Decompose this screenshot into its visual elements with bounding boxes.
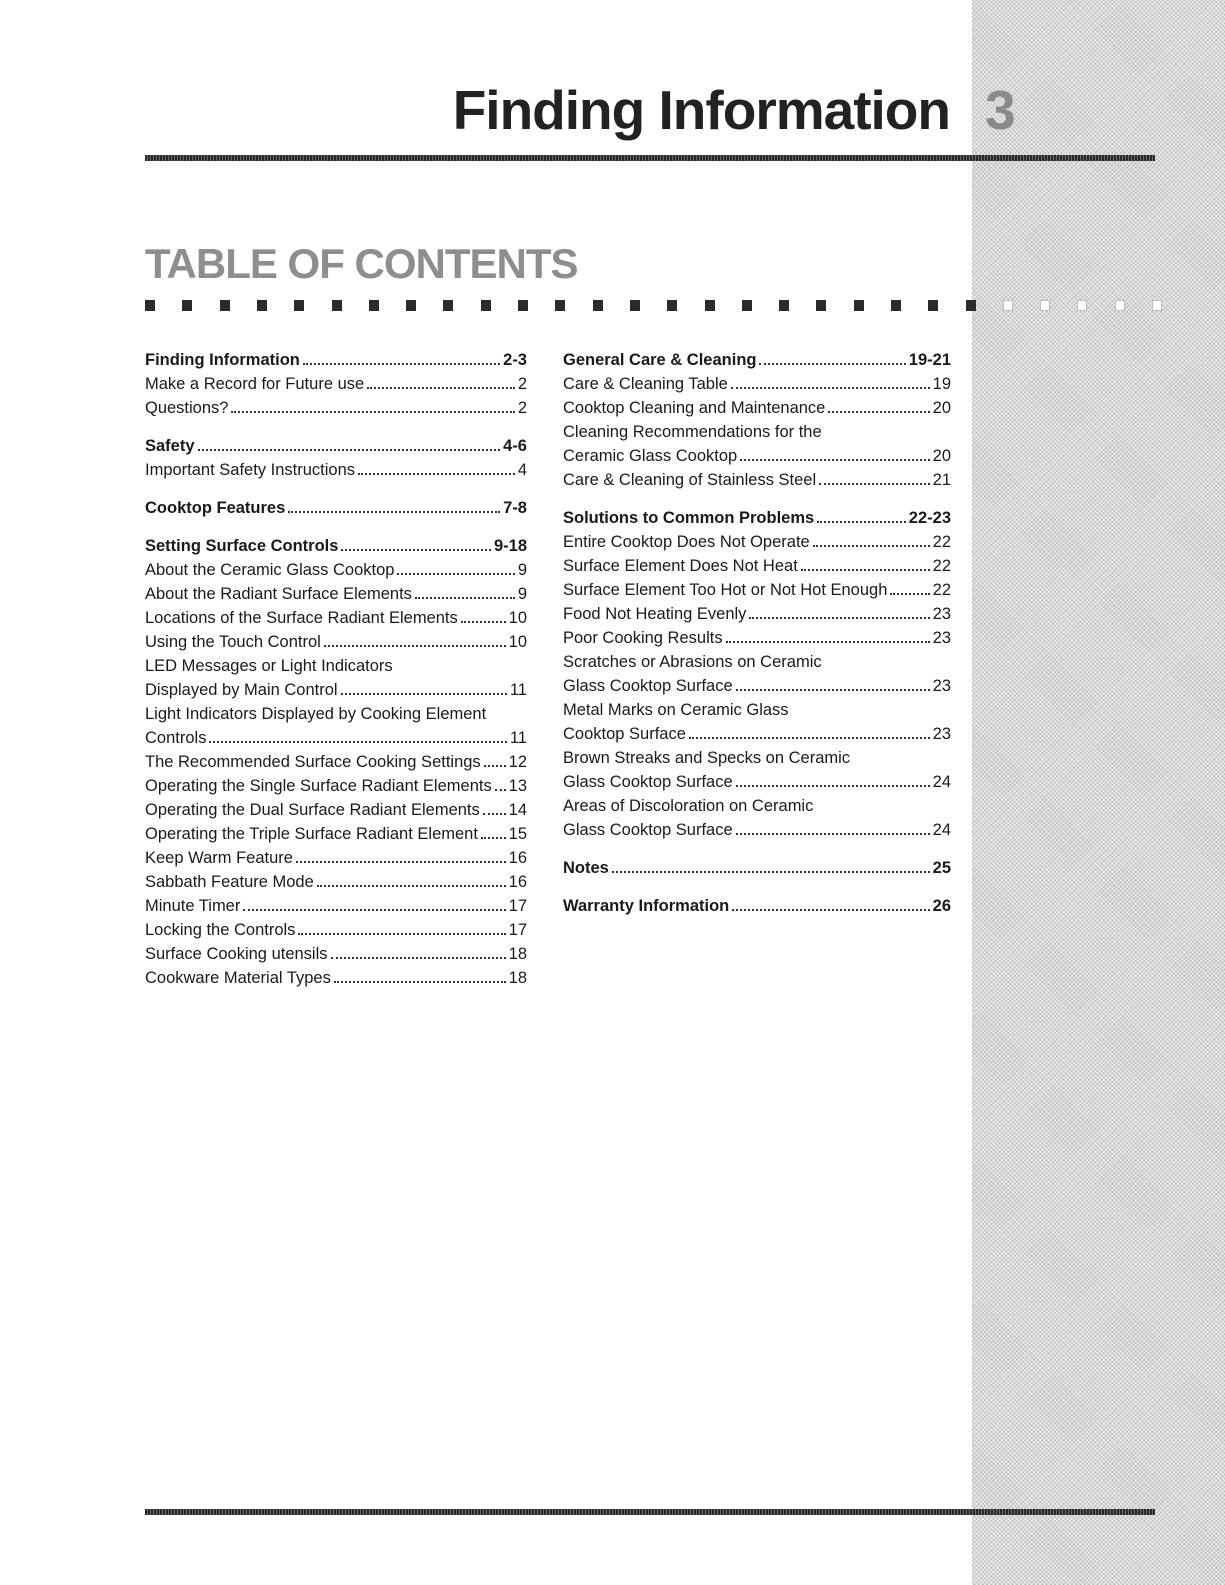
toc-entry[interactable] xyxy=(145,582,527,606)
decorative-square xyxy=(779,300,789,311)
toc-page-number: 22 xyxy=(932,581,951,599)
toc-entry-label: Warranty Information xyxy=(563,897,730,915)
toc-section-heading[interactable] xyxy=(563,506,951,530)
dot-leader xyxy=(341,693,507,695)
dot-leader xyxy=(736,689,930,691)
toc-page-number: 7-8 xyxy=(503,499,527,517)
toc-entry[interactable] xyxy=(145,678,527,702)
toc-section-heading[interactable] xyxy=(145,496,527,520)
toc-entry-label: Food Not Heating Evenly xyxy=(563,605,747,623)
toc-entry[interactable] xyxy=(145,846,527,870)
toc-entry-label: Glass Cooktop Surface xyxy=(563,677,733,695)
toc-entry-label: Cooktop Surface xyxy=(563,725,686,743)
toc-page-number: 12 xyxy=(508,753,527,771)
toc-page-number: 18 xyxy=(508,945,527,963)
toc-entry[interactable] xyxy=(563,674,951,698)
decorative-square xyxy=(593,300,603,311)
decorative-square xyxy=(555,300,565,311)
dot-leader xyxy=(358,473,515,475)
toc-page-number: 14 xyxy=(508,801,527,819)
decorative-square xyxy=(369,300,379,311)
toc-entry-label: The Recommended Surface Cooking Settings xyxy=(145,753,481,771)
dot-leader xyxy=(740,459,929,461)
dot-leader xyxy=(298,933,505,935)
dot-leader xyxy=(397,573,514,575)
toc-entry[interactable] xyxy=(145,558,527,582)
toc-entry-label: Operating the Single Surface Radiant Elements xyxy=(145,777,492,795)
toc-page-number: 2 xyxy=(517,375,527,393)
toc-section-heading[interactable] xyxy=(563,348,951,372)
dot-leader xyxy=(726,641,930,643)
toc-page-number: 11 xyxy=(509,729,527,747)
toc-page-number: 23 xyxy=(932,629,951,647)
dot-leader xyxy=(317,885,506,887)
dot-leader xyxy=(484,765,506,767)
toc-page-number: 10 xyxy=(508,609,527,627)
header-rule xyxy=(145,155,1155,161)
toc-entry-label: Operating the Dual Surface Radiant Elements xyxy=(145,801,480,819)
dot-leader xyxy=(495,789,506,791)
toc-entry[interactable] xyxy=(145,798,527,822)
dot-leader xyxy=(415,597,515,599)
toc-entry[interactable] xyxy=(563,372,951,396)
decorative-square xyxy=(816,300,826,311)
decorative-square xyxy=(667,300,677,311)
toc-page-number: 23 xyxy=(932,605,951,623)
toc-page-number: 26 xyxy=(932,897,951,915)
toc-entry-line: Brown Streaks and Specks on Ceramic xyxy=(563,749,851,767)
toc-entry-label: Cooktop Features xyxy=(145,499,286,517)
decorative-square xyxy=(928,300,938,311)
toc-entry-label: Questions? xyxy=(145,399,229,417)
toc-entry-label: Keep Warm Feature xyxy=(145,849,293,867)
dot-leader xyxy=(324,645,506,647)
dot-leader xyxy=(890,593,929,595)
toc-entry-label: Cookware Material Types xyxy=(145,969,331,987)
toc-entry-label: Finding Information xyxy=(145,351,300,369)
toc-title: TABLE OF CONTENTS xyxy=(145,240,578,287)
toc-entry-label: Poor Cooking Results xyxy=(563,629,723,647)
toc-page-number: 24 xyxy=(932,821,951,839)
decorative-square xyxy=(481,300,491,311)
toc-entry-label: Setting Surface Controls xyxy=(145,537,339,555)
decorative-square-row xyxy=(145,300,1155,312)
dot-leader xyxy=(732,909,929,911)
toc-left-column xyxy=(145,348,527,990)
dot-leader xyxy=(198,449,501,451)
toc-entry-label: Important Safety Instructions xyxy=(145,461,356,479)
dot-leader xyxy=(736,833,930,835)
toc-entry[interactable] xyxy=(563,770,951,794)
dot-leader xyxy=(288,511,500,513)
dot-leader xyxy=(243,909,505,911)
dot-leader xyxy=(689,737,930,739)
toc-page-number: 9 xyxy=(517,561,527,579)
toc-entry-label: Care & Cleaning of Stainless Steel xyxy=(563,471,817,489)
toc-entry-label: Surface Element Too Hot or Not Hot Enough xyxy=(563,581,888,599)
decorative-square xyxy=(630,300,640,311)
toc-entry[interactable] xyxy=(145,966,527,990)
dot-leader xyxy=(231,411,514,413)
decorative-square xyxy=(854,300,864,311)
toc-page-number: 22 xyxy=(932,557,951,575)
toc-entry[interactable] xyxy=(145,894,527,918)
toc-page-number: 24 xyxy=(932,773,951,791)
side-tab-band xyxy=(972,0,1225,1585)
dot-leader xyxy=(209,741,506,743)
dot-leader xyxy=(828,411,929,413)
toc-entry-line: Light Indicators Displayed by Cooking Element xyxy=(145,705,487,723)
toc-entry[interactable] xyxy=(563,444,951,468)
toc-page-number: 22-23 xyxy=(908,509,951,527)
toc-page-number: 4-6 xyxy=(503,437,527,455)
page-header-title: Finding Information xyxy=(452,79,950,141)
toc-entry-label: Solutions to Common Problems xyxy=(563,509,815,527)
decorative-square xyxy=(742,300,752,311)
toc-page-number: 15 xyxy=(508,825,527,843)
toc-entry-label: Locking the Controls xyxy=(145,921,296,939)
page-number: 3 xyxy=(985,79,1016,141)
decorative-square xyxy=(145,300,155,311)
dot-leader xyxy=(341,549,491,551)
toc-entry[interactable] xyxy=(563,602,951,626)
dot-leader xyxy=(331,957,506,959)
decorative-square xyxy=(891,300,901,311)
toc-entry-label: Safety xyxy=(145,437,195,455)
toc-right-column xyxy=(563,348,951,918)
toc-entry-label: Care & Cleaning Table xyxy=(563,375,728,393)
toc-section-heading[interactable] xyxy=(145,534,527,558)
toc-page-number: 2-3 xyxy=(503,351,527,369)
decorative-square xyxy=(1077,300,1087,311)
toc-entry[interactable] xyxy=(145,750,527,774)
dot-leader xyxy=(817,521,906,523)
dot-leader xyxy=(813,545,930,547)
toc-page-number: 20 xyxy=(932,399,951,417)
toc-entry-line: Scratches or Abrasions on Ceramic xyxy=(563,653,822,671)
toc-entry-label: Locations of the Surface Radiant Elements xyxy=(145,609,458,627)
dot-leader xyxy=(749,617,929,619)
toc-entry-label: About the Radiant Surface Elements xyxy=(145,585,412,603)
toc-entry-label: Make a Record for Future use xyxy=(145,375,365,393)
toc-entry[interactable] xyxy=(145,822,527,846)
decorative-square xyxy=(966,300,976,311)
decorative-square xyxy=(220,300,230,311)
decorative-square xyxy=(443,300,453,311)
toc-page-number: 4 xyxy=(517,461,527,479)
toc-entry[interactable] xyxy=(563,554,951,578)
toc-page-number: 23 xyxy=(932,725,951,743)
toc-entry-label: Glass Cooktop Surface xyxy=(563,821,733,839)
toc-entry-label: Surface Cooking utensils xyxy=(145,945,328,963)
dot-leader xyxy=(819,483,930,485)
toc-entry-label: Controls xyxy=(145,729,207,747)
dot-leader xyxy=(367,387,515,389)
toc-entry[interactable] xyxy=(563,818,951,842)
decorative-square xyxy=(294,300,304,311)
toc-entry-label: Using the Touch Control xyxy=(145,633,321,651)
toc-entry-label: Notes xyxy=(563,859,609,877)
toc-section-heading[interactable] xyxy=(563,894,951,918)
toc-page-number: 10 xyxy=(508,633,527,651)
toc-page-number: 19 xyxy=(932,375,951,393)
toc-page-number: 16 xyxy=(508,873,527,891)
dot-leader xyxy=(334,981,506,983)
toc-entry-line: Cleaning Recommendations for the xyxy=(563,423,822,441)
toc-page-number: 17 xyxy=(508,921,527,939)
toc-page-number: 20 xyxy=(932,447,951,465)
toc-entry-label: Entire Cooktop Does Not Operate xyxy=(563,533,810,551)
toc-entry-label: Surface Element Does Not Heat xyxy=(563,557,798,575)
decorative-square xyxy=(406,300,416,311)
toc-entry-line: LED Messages or Light Indicators xyxy=(145,657,393,675)
toc-entry[interactable] xyxy=(563,468,951,492)
toc-entry[interactable] xyxy=(145,630,527,654)
dot-leader xyxy=(759,363,905,365)
toc-page-number: 21 xyxy=(932,471,951,489)
dot-leader xyxy=(612,871,930,873)
decorative-square xyxy=(1040,300,1050,311)
toc-entry[interactable] xyxy=(145,726,527,750)
dot-leader xyxy=(296,861,506,863)
toc-entry[interactable] xyxy=(563,722,951,746)
dot-leader xyxy=(303,363,500,365)
dot-leader xyxy=(483,813,506,815)
toc-entry[interactable] xyxy=(145,870,527,894)
toc-page-number: 17 xyxy=(508,897,527,915)
decorative-square xyxy=(1003,300,1013,311)
toc-entry[interactable] xyxy=(563,578,951,602)
toc-entry[interactable] xyxy=(563,530,951,554)
toc-entry[interactable] xyxy=(145,396,527,420)
toc-entry-label: Ceramic Glass Cooktop xyxy=(563,447,738,465)
toc-entry-label: Glass Cooktop Surface xyxy=(563,773,733,791)
toc-entry[interactable] xyxy=(145,606,527,630)
toc-page-number: 22 xyxy=(932,533,951,551)
toc-page-number: 2 xyxy=(517,399,527,417)
toc-entry[interactable] xyxy=(563,396,951,420)
toc-entry-label: Displayed by Main Control xyxy=(145,681,338,699)
decorative-square xyxy=(518,300,528,311)
toc-page-number: 9 xyxy=(517,585,527,603)
toc-page-number: 16 xyxy=(508,849,527,867)
toc-page-number: 25 xyxy=(932,859,951,877)
toc-entry-label: Sabbath Feature Mode xyxy=(145,873,314,891)
toc-entry-label: General Care & Cleaning xyxy=(563,351,757,369)
decorative-square xyxy=(182,300,192,311)
toc-entry[interactable] xyxy=(145,918,527,942)
dot-leader xyxy=(481,837,506,839)
toc-section-heading[interactable] xyxy=(145,434,527,458)
toc-section-heading[interactable] xyxy=(145,348,527,372)
toc-page-number: 9-18 xyxy=(493,537,527,555)
footer-rule xyxy=(145,1509,1155,1515)
toc-page-number: 11 xyxy=(509,681,527,699)
toc-page-number: 23 xyxy=(932,677,951,695)
toc-entry[interactable] xyxy=(563,626,951,650)
toc-entry[interactable] xyxy=(145,372,527,396)
decorative-square xyxy=(257,300,267,311)
toc-entry-label: About the Ceramic Glass Cooktop xyxy=(145,561,395,579)
toc-section-heading[interactable] xyxy=(563,856,951,880)
toc-entry-label: Operating the Triple Surface Radiant Element xyxy=(145,825,478,843)
toc-entry-label: Cooktop Cleaning and Maintenance xyxy=(563,399,826,417)
toc-entry[interactable] xyxy=(145,942,527,966)
toc-page-number: 19-21 xyxy=(908,351,951,369)
decorative-square xyxy=(1115,300,1125,311)
toc-entry-line: Areas of Discoloration on Ceramic xyxy=(563,797,814,815)
dot-leader xyxy=(736,785,930,787)
toc-page-number: 13 xyxy=(508,777,527,795)
toc-entry-line: Metal Marks on Ceramic Glass xyxy=(563,701,789,719)
decorative-square xyxy=(705,300,715,311)
toc-entry-label: Minute Timer xyxy=(145,897,241,915)
decorative-square xyxy=(332,300,342,311)
decorative-square xyxy=(1152,300,1162,311)
toc-entry[interactable] xyxy=(145,774,527,798)
dot-leader xyxy=(801,569,930,571)
dot-leader xyxy=(461,621,506,623)
dot-leader xyxy=(731,387,930,389)
toc-entry[interactable] xyxy=(145,458,527,482)
toc-page-number: 18 xyxy=(508,969,527,987)
